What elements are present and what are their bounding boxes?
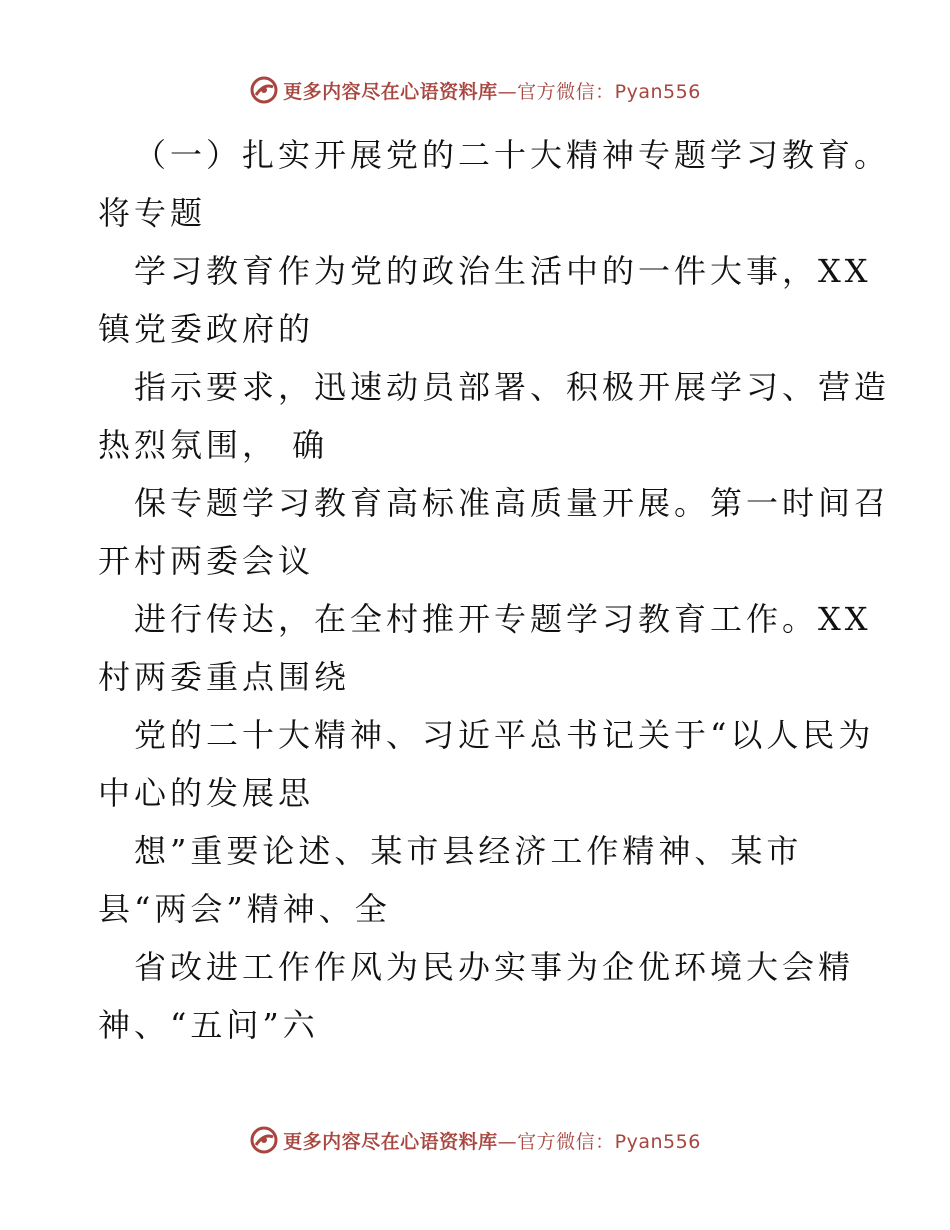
paragraph-line: 镇党委政府的 <box>98 310 315 348</box>
seal-logo-icon <box>249 1125 279 1155</box>
paragraph-line: 保专题学习教育高标准高质量开展。第一时间召 <box>134 484 891 522</box>
watermark-banner-bottom <box>0 1120 950 1160</box>
paragraph-line: 省改进工作作风为民办实事为企优环境大会精 <box>134 948 855 986</box>
paragraph-line: 中心的发展思 <box>98 774 315 812</box>
paragraph-line: 将专题 <box>98 194 207 232</box>
paragraph-line: 村两委重点围绕 <box>98 658 351 696</box>
paragraph-line: 进行传达，在全村推开专题学习教育工作。XX <box>134 600 872 638</box>
paragraph-line: 县“两会”精神、全 <box>98 890 391 928</box>
watermark-text: 更多内容尽在心语资料库—官方微信：Pyan556 <box>283 80 701 103</box>
watermark-text: 更多内容尽在心语资料库—官方微信：Pyan556 <box>283 1130 701 1153</box>
paragraph-line: 热烈氛围， 确 <box>98 426 329 464</box>
paragraph-line: 党的二十大精神、习近平总书记关于“以人民为 <box>134 716 875 754</box>
paragraph-line: 神、“五问”六 <box>98 1006 319 1044</box>
paragraph-line: 学习教育作为党的政治生活中的一件大事，XX <box>134 252 872 290</box>
document-body <box>98 126 891 1054</box>
watermark-banner-top <box>0 70 950 110</box>
paragraph-line: 指示要求，迅速动员部署、积极开展学习、营造 <box>134 368 891 406</box>
seal-logo-icon <box>249 75 279 105</box>
paragraph-line: 开村两委会议 <box>98 542 315 580</box>
paragraph-line: 想”重要论述、某市县经济工作精神、某市 <box>134 832 803 870</box>
paragraph-line: （一）扎实开展党的二十大精神专题学习教育。 <box>134 136 891 174</box>
